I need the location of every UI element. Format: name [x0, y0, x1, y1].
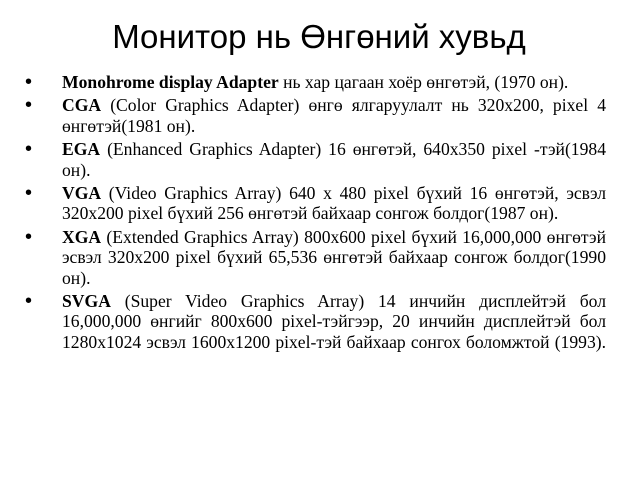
bullet-term: GA [74, 183, 102, 204]
bullet-term-initial: C [62, 95, 75, 116]
bullet-list [22, 72, 606, 355]
bullet-term: GA [74, 95, 102, 116]
bullet-text: нь хар цагаан хоёр өнгөтэй, (1970 он). [278, 72, 569, 92]
slide-title: Монитор нь Өнгөний хувьд [112, 18, 526, 55]
bullet-icon: • [25, 94, 33, 117]
bullet-item-ega [22, 139, 606, 180]
bullet-icon: • [25, 225, 33, 248]
bullet-item-monochrome [22, 72, 606, 92]
bullet-term-initial: E [62, 139, 74, 160]
bullet-text: (Extended Graphics Array) 800x600 pixel бүхий 16,000,000 өнгөтэй эсвэл 320x200 pixel бүхий 65,536 өнгөтэй байхаар сонгож болдог(1990 он). [62, 226, 606, 288]
bullet-text: (Super Video Graphics Array) 14 инчийн дисплейтэй бол 16,000,000 өнгийг 800x600 pixel-тэйгээр, 20 инчийн дисплейтэй бол 1280x1024 эсвэл 1600x1200 pixel-тэй байхаар сонгох боломжтой (1993). [62, 291, 606, 352]
bullet-term: Monohrome display Adapter [62, 72, 279, 92]
bullet-item-vga [22, 183, 606, 224]
bullet-item-svga [22, 291, 606, 352]
bullet-icon: • [25, 290, 33, 313]
bullet-text: (Video Graphics Array) 640 x 480 pixel бүхий 16 өнгөтэй, эсвэл 320x200 pixel бүхий 256 өнгөтэй байхаар сонгож болдог(1987 он). [62, 183, 606, 224]
bullet-text: (Enhanced Graphics Adapter) 16 өнгөтэй, 640x350 pixel -тэй(1984 он). [62, 139, 606, 180]
bullet-term: VGA [71, 291, 111, 312]
bullet-term: GA [74, 226, 102, 247]
bullet-term-initial: X [62, 226, 75, 247]
bullet-text: (Color Graphics Adapter) өнгө ялгаруулалт нь 320x200, pixel 4 өнгөтэй(1981 он). [62, 95, 606, 136]
bullet-item-cga [22, 95, 606, 136]
bullet-item-xga [22, 227, 606, 288]
bullet-icon: • [25, 138, 33, 161]
bullet-icon: • [25, 182, 33, 205]
bullet-term: GA [73, 139, 101, 160]
bullet-icon: • [25, 71, 33, 93]
bullet-term-initial: S [62, 291, 72, 312]
bullet-term-initial: V [62, 183, 75, 204]
